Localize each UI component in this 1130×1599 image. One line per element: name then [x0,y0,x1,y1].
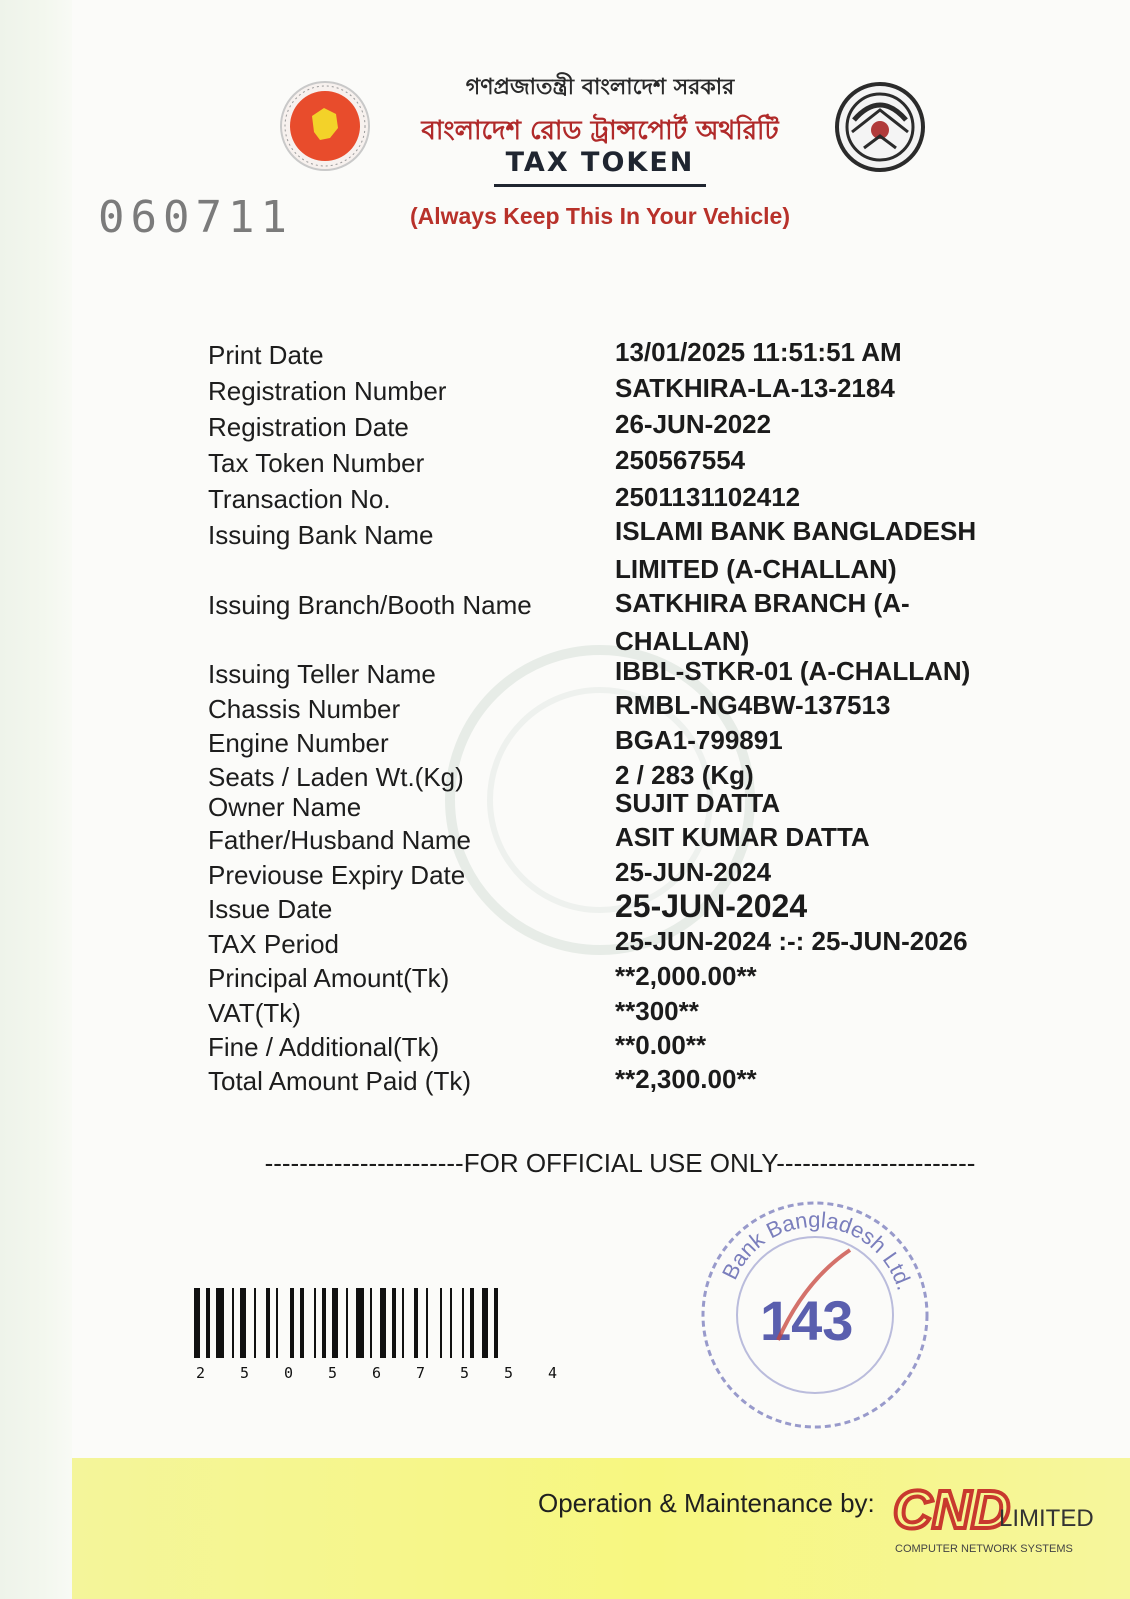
field-label-tax-token-number: Tax Token Number [208,448,425,478]
official-use-divider: -----------------------FOR OFFICIAL USE ONLY----------------------- [264,1148,976,1178]
field-label-tax-period: TAX Period [208,929,340,959]
vehicle-notice: (Always Keep This In Your Vehicle) [409,203,791,229]
cnd-logo-text: CND [893,1480,1010,1540]
barcode-digit: 6 [372,1364,382,1382]
cnd-tagline-text: COMPUTER NETWORK SYSTEMS [895,1543,1073,1555]
field-label-seats-laden-wt: Seats / Laden Wt.(Kg) [208,762,464,792]
field-label-total-amount: Total Amount Paid (Tk) [208,1066,471,1096]
left-margin-strip [0,0,72,1599]
barcode-digit: 5 [328,1364,338,1382]
field-value-principal-amount: **2,000.00** [615,961,757,991]
field-value-tax-token-number: 250567554 [615,445,746,475]
field-value-transaction-no: 2501131102412 [615,482,801,512]
barcode-digit: 5 [460,1364,470,1382]
field-value-previous-expiry-date: 25-JUN-2024 [615,857,772,887]
field-label-previous-expiry-date: Previouse Expiry Date [208,860,466,890]
field-label-issuing-branch: Issuing Branch/Booth Name [208,590,532,620]
field-label-registration-date: Registration Date [208,412,409,442]
bangladesh-emblem-icon [278,76,372,176]
field-value-father-husband-name: ASIT KUMAR DATTA [615,822,870,852]
authority-heading: বাংলাদেশ রোড ট্রান্সপোর্ট অথরিটি [421,116,779,146]
field-value-registration-number: SATKHIRA-LA-13-2184 [615,373,895,403]
title-underline [494,184,706,187]
field-value-fine-additional: **0.00** [615,1030,707,1060]
stamp-number: 143 [760,1289,854,1352]
field-label-transaction-no: Transaction No. [208,484,391,514]
field-label-registration-number: Registration Number [208,376,447,406]
barcode-digit: 5 [504,1364,514,1382]
field-value-seats-laden-wt: 2 / 283 (Kg) [615,760,754,790]
barcode-icon [194,1288,566,1384]
field-value-issuing-bank: ISLAMI BANK BANGLADESH LIMITED (A-CHALLAN) [615,516,977,584]
field-label-issuing-bank: Issuing Bank Name [208,520,434,550]
document-title: TAX TOKEN [505,147,695,178]
field-value-registration-date: 26-JUN-2022 [615,409,772,439]
field-value-tax-period: 25-JUN-2024 :-: 25-JUN-2026 [615,926,968,956]
barcode-digit: 4 [548,1364,558,1382]
field-value-total-amount: **2,300.00** [615,1064,757,1094]
field-label-fine-additional: Fine / Additional(Tk) [208,1032,440,1062]
government-heading: গণপ্রজাতন্ত্রী বাংলাদেশ সরকার [465,75,735,100]
field-label-father-husband-name: Father/Husband Name [208,825,472,855]
barcode-digit: 5 [240,1364,250,1382]
field-label-engine-number: Engine Number [208,728,389,758]
stamp-arc-text: Bank Bangladesh Ltd. [716,1207,918,1294]
bank-stamp-icon [690,1190,940,1440]
field-label-print-date: Print Date [208,340,324,370]
cnd-suffix-text: LIMITED [999,1505,1094,1532]
field-value-issuing-teller: IBBL-STKR-01 (A-CHALLAN) [615,656,971,686]
barcode-digit: 2 [196,1364,206,1382]
field-label-issuing-teller: Issuing Teller Name [208,659,436,689]
cnd-logo-icon [893,1476,1123,1566]
barcode-digit: 7 [416,1364,426,1382]
serial-number: 060711 [98,192,293,243]
field-value-print-date: 13/01/2025 11:51:51 AM [615,337,902,367]
field-label-chassis-number: Chassis Number [208,694,401,724]
field-value-owner-name: SUJIT DATTA [615,788,781,818]
field-value-issuing-branch: SATKHIRA BRANCH (A-CHALLAN) [615,588,910,656]
field-value-chassis-number: RMBL-NG4BW-137513 [615,690,891,720]
field-label-owner-name: Owner Name [208,792,362,822]
field-value-engine-number: BGA1-799891 [615,725,783,755]
brta-logo-icon [834,80,926,174]
field-value-issue-date: 25-JUN-2024 [615,888,808,924]
field-label-issue-date: Issue Date [208,894,333,924]
field-label-vat: VAT(Tk) [208,998,301,1028]
field-value-vat: **300** [615,996,699,1026]
field-label-principal-amount: Principal Amount(Tk) [208,963,450,993]
barcode-digit: 0 [284,1364,294,1382]
operation-maintenance-label: Operation & Maintenance by: [538,1488,875,1518]
